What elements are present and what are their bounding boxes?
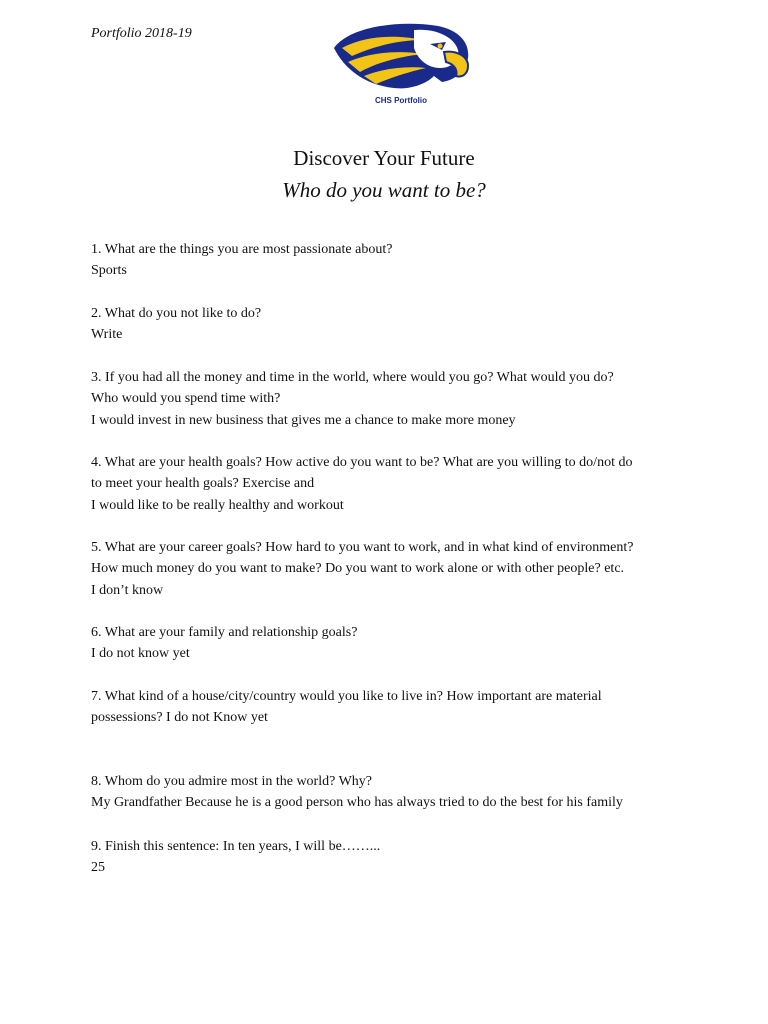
answer-text: 25 xyxy=(91,860,105,876)
eagle-icon xyxy=(330,18,472,94)
question-5 xyxy=(91,537,691,601)
question-text: 5. What are your career goals? How hard to you want to work, and in what kind of environment? xyxy=(91,540,634,555)
question-text: 8. Whom do you admire most in the world? Why? xyxy=(91,774,372,789)
question-3 xyxy=(91,367,691,431)
question-7 xyxy=(91,686,691,729)
question-text: 1. What are the things you are most passionate about? xyxy=(91,242,393,257)
question-text-cont: Who would you spend time with? xyxy=(91,391,281,407)
question-6 xyxy=(91,622,691,665)
answer-text: Write xyxy=(91,327,123,343)
question-text: 7. What kind of a house/city/country would you like to live in? How important are material xyxy=(91,689,602,704)
question-text-cont: to meet your health goals? Exercise and xyxy=(91,476,315,492)
answer-text: I do not know yet xyxy=(91,646,190,662)
question-text: 3. If you had all the money and time in the world, where would you go? What would you do? xyxy=(91,370,614,385)
answer-text: I would invest in new business that gives me a chance to make more money xyxy=(91,412,516,428)
page-subtitle: Who do you want to be? xyxy=(282,178,486,202)
question-text: 6. What are your family and relationship goals? xyxy=(91,625,358,640)
eagle-logo xyxy=(330,18,472,110)
question-1 xyxy=(91,239,691,282)
question-text: 2. What do you not like to do? xyxy=(91,306,262,321)
answer-text: I would like to be really healthy and workout xyxy=(91,497,344,513)
answer-text: Sports xyxy=(91,263,127,279)
question-text: 4. What are your health goals? How active do you want to be? What are you willing to do/not do xyxy=(91,455,633,470)
question-text-cont: possessions? I do not Know yet xyxy=(91,710,268,726)
page-title: Discover Your Future xyxy=(293,146,475,170)
answer-text: I don’t know xyxy=(91,582,164,598)
question-9 xyxy=(91,836,691,879)
portfolio-label: Portfolio 2018-19 xyxy=(91,26,192,41)
question-8 xyxy=(91,771,691,814)
question-text: 9. Finish this sentence: In ten years, I will be……... xyxy=(91,839,381,854)
logo-caption: CHS Portfolio xyxy=(375,96,427,105)
question-2 xyxy=(91,303,691,346)
question-text-cont: How much money do you want to make? Do you want to work alone or with other people? etc. xyxy=(91,561,625,577)
answer-text: My Grandfather Because he is a good person who has always tried to do the best for his family xyxy=(91,795,623,811)
question-4 xyxy=(91,452,691,516)
